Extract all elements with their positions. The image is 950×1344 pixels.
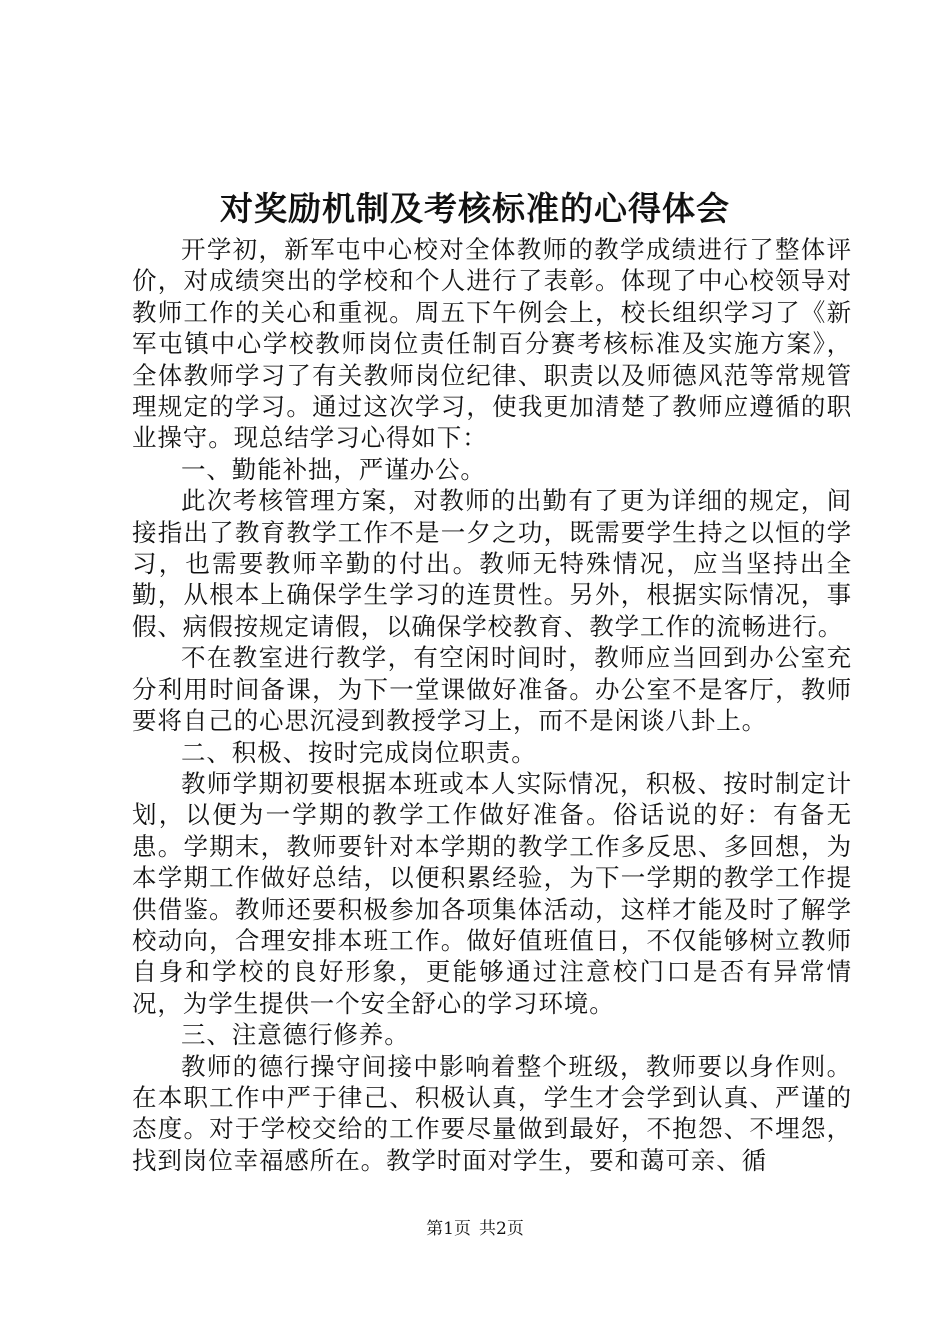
section-heading: 二、积极、按时完成岗位职责。 — [181, 737, 537, 767]
paragraph: 教师的德行操守间接中影响着整个班级，教师要以身作则。在本职工作中严于律己、积极认真，学生才会学到认真、严谨的态度。对于学校交给的工作要尽量做到最好，不抱怨、不埋怨，找到岗位幸福感所在。教学时面对学生，要和蔼可亲、循 — [132, 1051, 852, 1175]
paragraph: 此次考核管理方案，对教师的出勤有了更为详细的规定，间接指出了教育教学工作不是一夕之功，既需要学生持之以恒的学习，也需要教师辛勤的付出。教师无特殊情况，应当坚持出全勤，从根本上确保学生学习的连贯性。另外，根据实际情况，事假、病假按规定请假，以确保学校教育、教学工作的流畅进行。 — [132, 486, 852, 641]
page-footer — [0, 1217, 950, 1241]
paragraph: 开学初，新军屯中心校对全体教师的教学成绩进行了整体评价，对成绩突出的学校和个人进行了表彰。体现了中心校领导对教师工作的关心和重视。周五下午例会上，校长组织学习了《新军屯镇中心学校教师岗位责任制百分赛考核标准及实施方案》，全体教师学习了有关教师岗位纪律、职责以及师德风范等常规管理规定的学习。通过这次学习，使我更加清楚了教师应遵循的职业操守。现总结学习心得如下： — [132, 235, 852, 453]
page-total: 共2页 — [479, 1219, 524, 1239]
document-body — [132, 234, 852, 1176]
section-heading: 一、勤能补拙，严谨办公。 — [181, 454, 486, 484]
page-number: 第1页 — [426, 1219, 471, 1239]
paragraph: 教师学期初要根据本班或本人实际情况，积极、按时制定计划，以便为一学期的教学工作做好准备。俗话说的好：有备无患。学期末，教师要针对本学期的教学工作多反思、多回想，为本学期工作做好总结，以便积累经验，为下一学期的教学工作提供借鉴。教师还要积极参加各项集体活动，这样才能及时了解学校动向，合理安排本班工作。做好值班值日，不仅能够树立教师自身和学校的良好形象，更能够通过注意校门口是否有异常情况，为学生提供一个安全舒心的学习环境。 — [132, 768, 852, 1018]
paragraph: 不在教室进行教学，有空闲时间时，教师应当回到办公室充分利用时间备课，为下一堂课做好准备。办公室不是客厅，教师要将自己的心思沉浸到教授学习上，而不是闲谈八卦上。 — [132, 643, 852, 736]
section-heading: 三、注意德行修养。 — [181, 1020, 410, 1050]
document-title: 对奖励机制及考核标准的心得体会 — [220, 189, 730, 228]
